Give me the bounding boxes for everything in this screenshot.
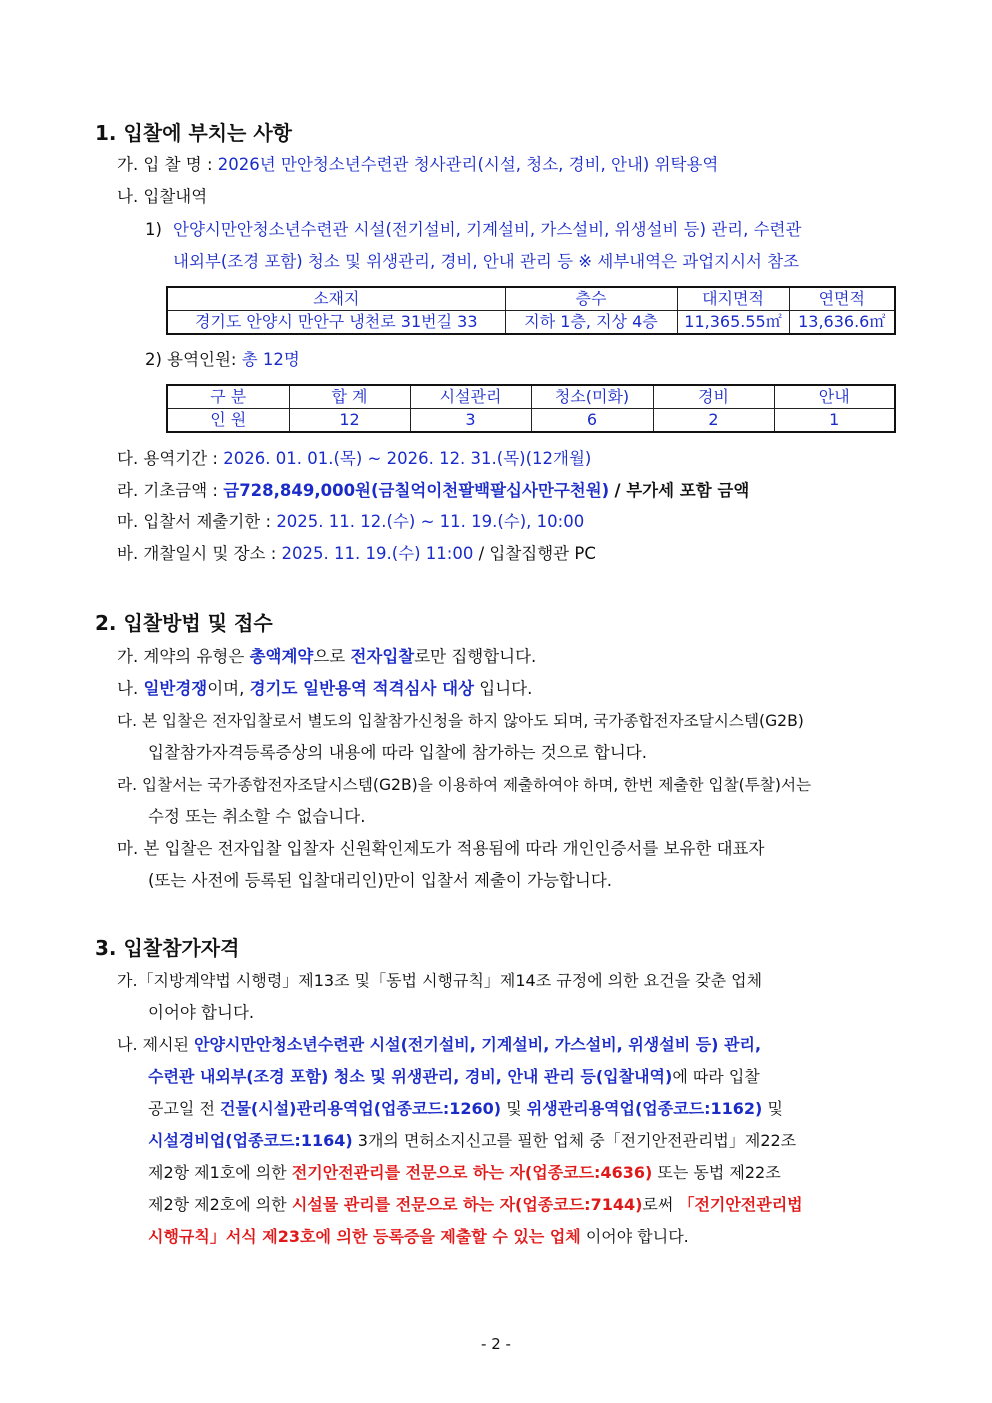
competition-text: 입니다. — [479, 679, 533, 698]
license-security: 시설경비업(업종코드:1164) — [148, 1131, 353, 1150]
table-header-cell: 합 계 — [289, 385, 410, 409]
item1-line2: 내외부(조경 포함) 청소 및 위생관리, 경비, 안내 관리 등 ※ 세부내역은 과업지시서 참조 — [173, 252, 800, 271]
table-header-row — [167, 385, 895, 409]
qualification-b-line3 — [148, 1097, 783, 1121]
table-cell: 12 — [289, 409, 410, 433]
opening-value: 2025. 11. 19.(수) 11:00 — [281, 544, 474, 563]
bid-name-value: 2026년 만안청소년수련관 청사관리(시설, 청소, 경비, 안내) 위탁용역 — [217, 155, 719, 174]
qualification-text: 제2항 제1호에 의한 — [148, 1163, 287, 1182]
table-row — [167, 409, 895, 433]
contract-type-text: 로만 집행합니다. — [414, 647, 537, 666]
competition-line — [117, 677, 532, 701]
submission-deadline-label: 마. 입찰서 제출기한 : — [117, 512, 272, 531]
qualification-a-line2: 이어야 합니다. — [148, 1003, 255, 1022]
qualification-a-line1: 가.「지방계약법 시행령」제13조 및「동법 시행규칙」제14조 규정에 의한 요건을 갖춘 업체 — [117, 971, 763, 990]
contract-type-lump-sum: 총액계약 — [249, 647, 314, 666]
qualification-text: 또는 동법 제22조 — [657, 1163, 781, 1182]
section-3-heading: 3. 입찰참가자격 — [95, 936, 240, 960]
submission-deadline-line — [117, 510, 584, 534]
qualification-text: 에 따라 입찰 — [672, 1067, 760, 1086]
qualification-text: 공고일 전 — [148, 1099, 215, 1118]
bid-name-label: 가. 입 찰 명 : — [117, 155, 213, 174]
registration-requirement: 「전기안전관리법 — [678, 1195, 803, 1214]
base-amount-label: 라. 기초금액 : — [117, 481, 218, 500]
qualification-text: 로써 — [642, 1195, 674, 1214]
license-electrical: 전기안전관리를 전문으로 하는 자(업종코드:4636) — [291, 1163, 653, 1182]
submission-deadline-value: 2025. 11. 12.(수) ~ 11. 19.(수), 10:00 — [276, 512, 585, 531]
opening-line — [117, 542, 596, 566]
staffing-label: 2) 용역인원: — [145, 350, 237, 369]
competition-eligibility: 경기도 일반용역 적격심사 대상 — [249, 679, 475, 698]
qualification-b-line4 — [148, 1129, 796, 1153]
table-header-cell: 연면적 — [789, 287, 895, 311]
table-cell: 경기도 안양시 만안구 냉천로 31번길 33 — [167, 311, 505, 335]
item1-line1-text: 안양시만안청소년수련관 시설(전기설비, 기계설비, 가스설비, 위생설비 등) 관리, 수련관 — [173, 220, 802, 239]
table-cell: 지하 1층, 지상 4층 — [505, 311, 677, 335]
table-row — [167, 311, 895, 335]
qualification-b-line5 — [148, 1161, 781, 1185]
table-header-cell: 경비 — [653, 385, 774, 409]
table-cell: 3 — [410, 409, 531, 433]
section-2-heading: 2. 입찰방법 및 접수 — [95, 611, 273, 635]
contract-type-line — [117, 645, 536, 669]
competition-text: 이며, — [207, 679, 245, 698]
license-building-mgmt: 건물(시설)관리용역업(업종코드:1260) — [220, 1099, 502, 1118]
qualification-text: 이어야 합니다. — [585, 1227, 689, 1246]
facility-table — [166, 286, 896, 335]
staffing-table — [166, 384, 896, 433]
registration-requirement: 시행규칙」서식 제23호에 의한 등록증을 제출할 수 있는 업체 — [148, 1227, 581, 1246]
item1-line1 — [173, 218, 895, 242]
contract-type-text: 가. 계약의 유형은 — [117, 647, 245, 666]
base-amount-value: 금728,849,000원(금칠억이천팔백팔십사만구천원) — [223, 481, 610, 500]
qualification-text: 3개의 면허소지신고를 필한 업체 중「전기안전관리법」제22조 — [357, 1131, 797, 1150]
qualification-b-line6 — [148, 1193, 803, 1217]
bid-details-label: 나. 입찰내역 — [117, 187, 208, 206]
staffing-line — [145, 348, 300, 372]
table-cell: 인 원 — [167, 409, 289, 433]
qualification-b-line7 — [148, 1225, 689, 1249]
table-header-cell: 소재지 — [167, 287, 505, 311]
g2b-note-line1: 라. 입찰서는 국가종합전자조달시스템(G2B)을 이용하여 제출하여야 하며, 한번 제출한 입찰(투찰)서는 — [117, 776, 812, 794]
identity-note-line1: 마. 본 입찰은 전자입찰 입찰자 신원확인제도가 적용됨에 따라 개인인증서를 보유한 대표자 — [117, 839, 765, 858]
service-period-label: 다. 용역기간 : — [117, 449, 218, 468]
competition-general: 일반경쟁 — [143, 679, 208, 698]
table-header-cell: 구 분 — [167, 385, 289, 409]
qualification-b-line2 — [148, 1065, 760, 1089]
qualification-text: 및 — [767, 1099, 783, 1118]
staffing-value: 총 12명 — [241, 350, 300, 369]
opening-suffix: / 입찰집행관 PC — [478, 544, 596, 563]
bid-name-line — [117, 153, 718, 177]
qualification-text: 나. 제시된 — [117, 1035, 189, 1054]
qualification-text: 및 — [506, 1099, 522, 1118]
section-1-heading: 1. 입찰에 부치는 사항 — [95, 121, 292, 145]
table-cell: 2 — [653, 409, 774, 433]
e-bid-note-line2: 입찰참가자격등록증상의 내용에 따라 입찰에 참가하는 것으로 합니다. — [148, 743, 647, 762]
table-header-row — [167, 287, 895, 311]
qualification-scope: 수련관 내외부(조경 포함) 청소 및 위생관리, 경비, 안내 관리 등(입찰내역) — [148, 1067, 673, 1086]
table-header-cell: 층수 — [505, 287, 677, 311]
table-header-cell: 시설관리 — [410, 385, 531, 409]
table-cell: 1 — [774, 409, 895, 433]
contract-type-text: 으로 — [313, 647, 346, 666]
base-amount-suffix: / 부가세 포함 금액 — [614, 481, 750, 500]
identity-note-line2: (또는 사전에 등록된 입찰대리인)만이 입찰서 제출이 가능합니다. — [148, 871, 613, 890]
table-cell: 6 — [531, 409, 653, 433]
base-amount-line — [117, 479, 749, 503]
license-facility: 시설물 관리를 전문으로 하는 자(업종코드:7144) — [291, 1195, 643, 1214]
opening-label: 바. 개찰일시 및 장소 : — [117, 544, 277, 563]
table-header-cell: 안내 — [774, 385, 895, 409]
g2b-note-line2: 수정 또는 취소할 수 없습니다. — [148, 807, 366, 826]
service-period-line — [117, 447, 591, 471]
table-cell: 11,365.55㎡ — [677, 311, 789, 335]
table-header-cell: 청소(미화) — [531, 385, 653, 409]
page-number: - 2 - — [481, 1335, 511, 1353]
qualification-b-line1 — [117, 1033, 761, 1057]
qualification-scope: 안양시만안청소년수련관 시설(전기설비, 기계설비, 가스설비, 위생설비 등) 관리, — [194, 1035, 762, 1054]
table-header-cell: 대지면적 — [677, 287, 789, 311]
contract-type-e-bid: 전자입찰 — [350, 647, 415, 666]
e-bid-note-line1: 다. 본 입찰은 전자입찰로서 별도의 입찰참가신청을 하지 않아도 되며, 국가종합전자조달시스템(G2B) — [117, 712, 804, 730]
table-cell: 13,636.6㎡ — [789, 311, 895, 335]
item1-number: 1) — [145, 220, 162, 239]
service-period-value: 2026. 01. 01.(목) ~ 2026. 12. 31.(목)(12개월) — [223, 449, 592, 468]
license-sanitation: 위생관리용역업(업종코드:1162) — [526, 1099, 763, 1118]
competition-text: 나. — [117, 679, 139, 698]
qualification-text: 제2항 제2호에 의한 — [148, 1195, 287, 1214]
